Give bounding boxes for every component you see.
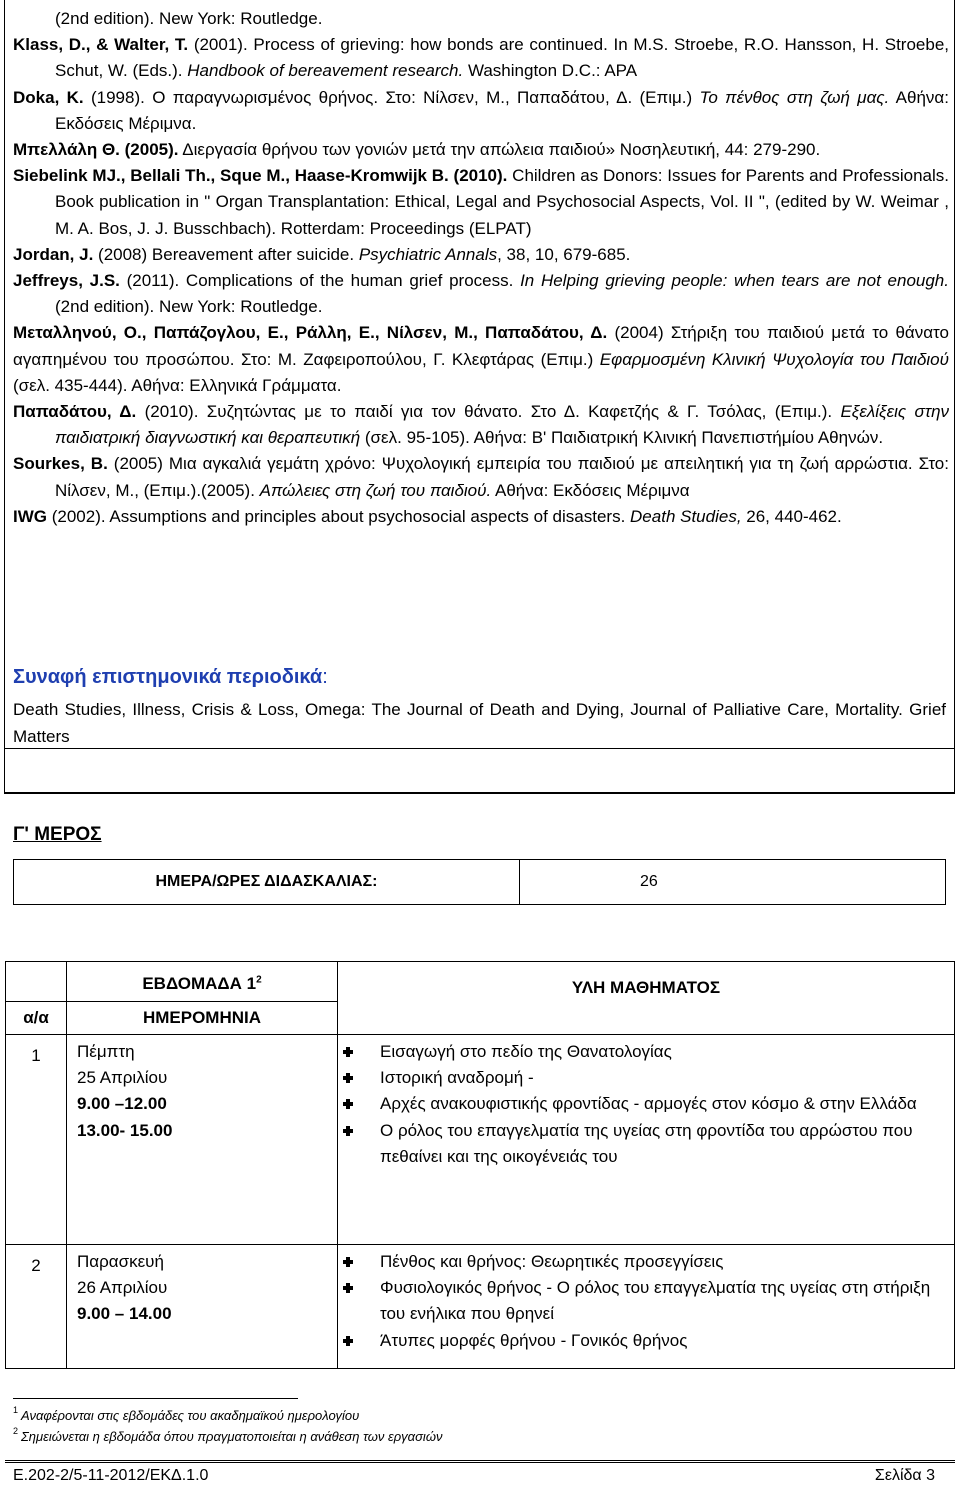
reference-item: (2nd edition). New York: Routledge. bbox=[55, 9, 323, 28]
list-item: Φυσιολογικός θρήνος - Ο ρόλος του επαγγελματία της υγείας στη στήριξη του ενήλικα που θρηνεί bbox=[338, 1275, 954, 1327]
footnote-divider bbox=[13, 1398, 298, 1399]
table-row bbox=[6, 1245, 955, 1369]
reference-item: IWG (2002). Assumptions and principles about psychosocial aspects of disasters. Death Studies, 26, 440-462. bbox=[13, 506, 842, 526]
list-item: Ο ρόλος του επαγγελματία της υγείας στη φροντίδα του αρρώστου που πεθαίνει και της οικογένειάς του bbox=[338, 1118, 954, 1170]
list-item: Άτυπες μορφές θρήνου - Γονικός θρήνος bbox=[338, 1328, 954, 1354]
reference-item: Klass, D., & Walter, T. (2001). Process of grieving: how bonds are continued. In M.S. Stroebe, R.O. Hansson, H. Stroebe, Schut, W. (Eds.). Handbook of bereavement research. Washington D.C.: APA bbox=[13, 35, 949, 81]
row-date: Πέμπτη 25 Απριλίου 9.00 –12.00 13.00- 15.00 bbox=[67, 1035, 338, 1245]
bullet-icon bbox=[343, 1099, 353, 1109]
footer-code: Ε.202-2/5-11-2012/ΕΚΔ.1.0 bbox=[13, 1467, 209, 1484]
bullet-icon bbox=[343, 1047, 353, 1057]
row-number: 2 bbox=[6, 1245, 67, 1369]
table-row bbox=[6, 1035, 955, 1245]
references-list bbox=[13, 6, 949, 530]
reference-item: Jeffreys, J.S. (2011). Complications of the human grief process. In Helping grieving people: when tears are not enough. (2nd edition). New York: Routledge. bbox=[13, 271, 949, 317]
topic-header: ΥΛΗ ΜΑΘΗΜΑΤΟΣ bbox=[338, 962, 955, 1035]
list-item: Ιστορική αναδρομή - bbox=[338, 1065, 954, 1091]
reference-item: Jordan, J. (2008) Bereavement after suicide. Psychiatric Annals, 38, 10, 679-685. bbox=[13, 244, 631, 264]
journals-heading: Συναφή επιστημονικά περιοδικά: bbox=[13, 666, 328, 688]
bullet-icon bbox=[343, 1336, 353, 1346]
reference-item: Doka, K. (1998). Ο παραγνωρισμένος θρήνος. Στο: Νίλσεν, Μ., Παπαδάτου, Δ. (Επιμ.) Το πένθος στη ζωή μας. Αθήνα: Εκδόσεις Μέριμνα. bbox=[13, 87, 949, 133]
list-item: Πένθος και θρήνος: Θεωρητικές προσεγγίσεις bbox=[338, 1249, 954, 1275]
reference-item: Μεταλληνού, Ο., Παπάζογλου, Ε., Ράλλη, Ε., Νίλσεν, Μ., Παπαδάτου, Δ. (2004) Στήριξη του παιδιού μετά το θάνατο αγαπημένου του προσώπου. Στο: Μ. Ζαφειροπούλου, Γ. Κλεφτάρας (Επιμ.) Εφαρμοσμένη Κλινική Ψυχολογία του Παιδιού (σελ. 435-444). Αθήνα: Ελληνικά Γράμματα. bbox=[13, 323, 949, 395]
footnote-1: $^1$ Αναφέρονται στις εβδομάδες του ακαδημαϊκού ημερολογίου bbox=[13, 1405, 360, 1423]
list-item: Εισαγωγή στο πεδίο της Θανατολογίας bbox=[338, 1039, 954, 1065]
week-header: ΕΒΔΟΜΑΔΑ $1^2$ bbox=[67, 962, 338, 1002]
row-date: Παρασκευή 26 Απριλίου 9.00 – 14.00 bbox=[67, 1245, 338, 1369]
row-number: 1 bbox=[6, 1035, 67, 1245]
row-topics bbox=[338, 1035, 955, 1245]
row-topics bbox=[338, 1245, 955, 1369]
bullet-icon bbox=[343, 1257, 353, 1267]
reference-item: Μπελλάλη Θ. (2005). Διεργασία θρήνου των γονιών μετά την απώλεια παιδιού» Νοσηλευτική, 44: 279-290. bbox=[13, 140, 821, 160]
footnote-2: $^2$ Σημειώνεται η εβδομάδα όπου πραγματοποιείται η ανάθεση των εργασιών bbox=[13, 1426, 443, 1444]
teaching-hours-table bbox=[13, 859, 946, 905]
reference-item: Sourkes, B. (2005) Μια αγκαλιά γεμάτη χρόνο: Ψυχολογική εμπειρία του παιδιού με απειλητική για τη ζωή αρρώστια. Στο: Νίλσεν, Μ., (Επιμ.).(2005). Απώλειες στη ζωή του παιδιού. Αθήνα: Εκδόσεις Μέριμνα bbox=[13, 454, 949, 500]
bullet-icon bbox=[343, 1283, 353, 1293]
date-header: ΗΜΕΡΟΜΗΝΙΑ bbox=[67, 1002, 338, 1035]
part-title: Γ' ΜΕΡΟΣ bbox=[13, 824, 102, 845]
bullet-icon bbox=[343, 1073, 353, 1083]
num-header: α/α bbox=[6, 1002, 67, 1035]
teaching-hours-label: ΗΜΕΡΑ/ΩΡΕΣ ΔΙΔΑΣΚΑΛΙΑΣ: bbox=[14, 860, 520, 905]
teaching-hours-value: 26 bbox=[520, 860, 946, 905]
footer-divider bbox=[5, 1460, 955, 1463]
reference-item: Παπαδάτου, Δ. (2010). Συζητώντας με το παιδί για τον θάνατο. Στο Δ. Καφετζής & Γ. Τσόλας, (Επιμ.). Εξελίξεις στην παιδιατρική διαγνωστική και θεραπευτική (σελ. 95-105). Αθήνα: Β' Παιδιατρική Κλινική Πανεπιστήμίου Αθηνών. bbox=[13, 402, 950, 448]
reference-item: Siebelink MJ., Bellali Th., Sque M., Haase-Kromwijk B. (2010). Children as Donors: Issues for Parents and Professionals. Book publication in " Organ Transplantation: Ethical, Legal and Psychosocial Aspects, Vol. II ", (edited by W. Weimar , M. A. Bos, J. J. Busschbach). Rotterdam: Proceedings (ELPAT) bbox=[13, 166, 949, 238]
journals-text: Death Studies, Illness, Crisis & Loss, Omega: The Journal of Death and Dying, Journal of Palliative Care, Mortality. Grief Matters bbox=[13, 700, 946, 746]
footer-page: Σελίδα 3 bbox=[874, 1467, 935, 1484]
list-item: Αρχές ανακουφιστικής φροντίδας - αρμογές στον κόσμο & στην Ελλάδα bbox=[338, 1091, 954, 1117]
schedule-table bbox=[5, 961, 955, 1369]
bullet-icon bbox=[343, 1126, 353, 1136]
divider bbox=[4, 748, 955, 749]
